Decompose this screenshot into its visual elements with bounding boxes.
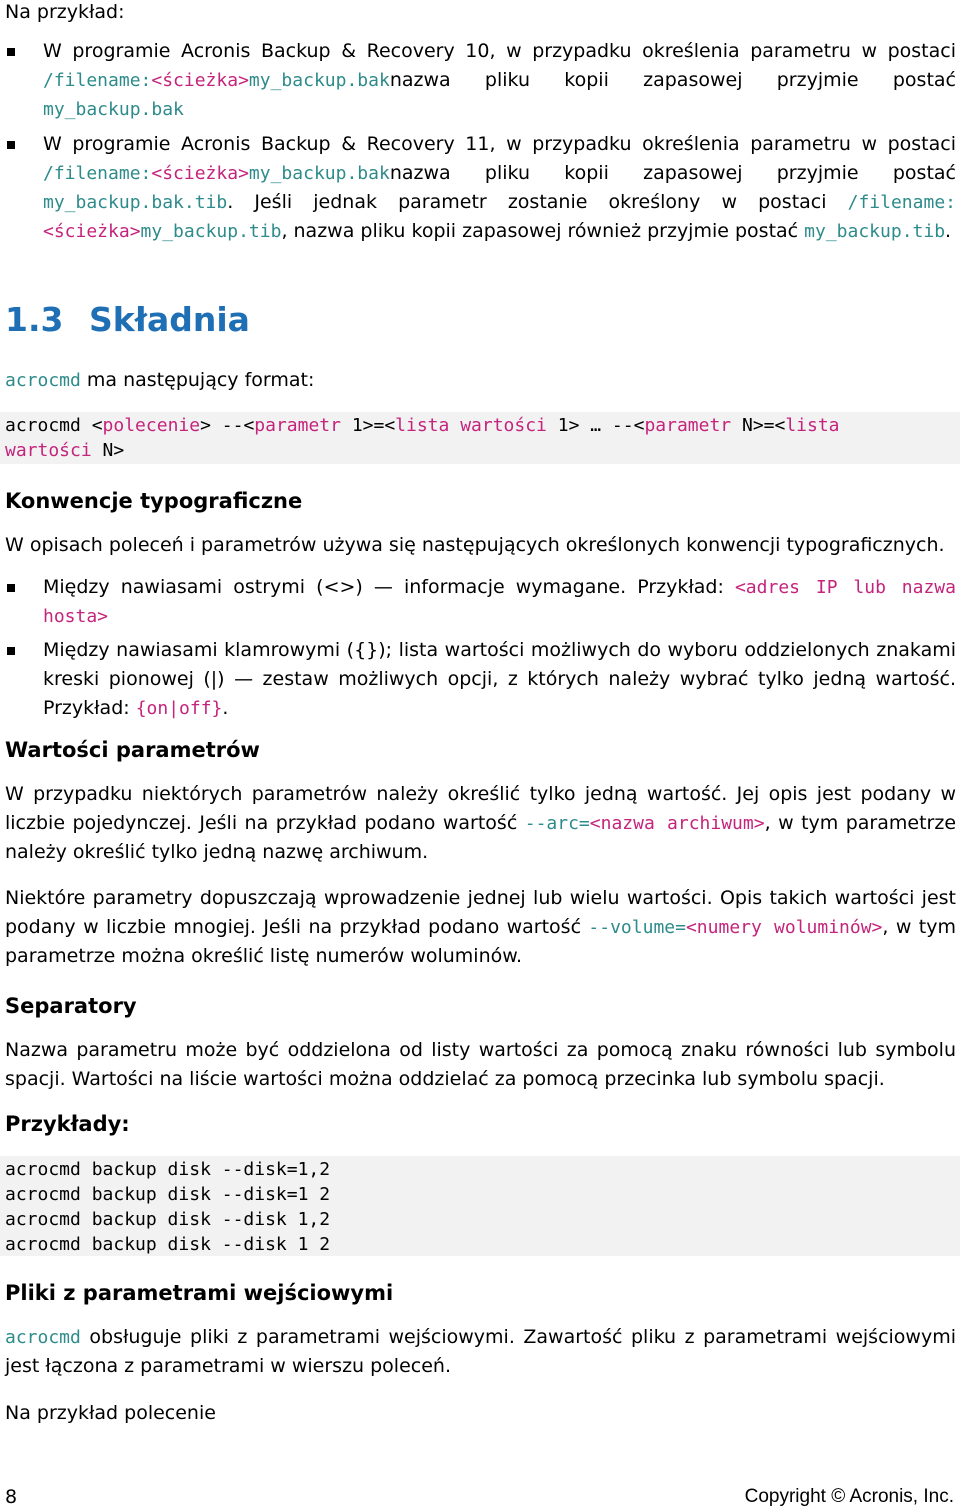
page-number: 8 (5, 1486, 18, 1508)
wartosci-paragraph-2: Niektóre parametry dopuszczają wprowadzenie jednej lub wielu wartości. Opis takich wartości jest podany w liczbie mnogiej. Jeśli na przykład podano wartość --volume=<numery woluminów>, w tym parametrze można określić listę numerów woluminów. (5, 887, 956, 967)
przyklady-heading: Przykłady: (5, 1112, 130, 1136)
list-item: Między nawiasami ostrymi (<>) — informacje wymagane. Przykład: <adres IP lub nazwa hosta> (5, 573, 956, 631)
separatory-paragraph: Nazwa parametru może być oddzielona od listy wartości za pomocą znaku równości lub symbolu spacji. Wartości na liście wartości można oddzielać za pomocą przecinka lub symbolu spacji. (5, 1039, 956, 1090)
wartosci-heading: Wartości parametrów (5, 738, 260, 762)
pliki-example-intro: Na przykład polecenie (5, 1402, 216, 1424)
separatory-heading: Separatory (5, 994, 137, 1018)
section-number: 1.3 (5, 300, 64, 339)
filename-examples-list (5, 37, 956, 246)
konwencje-heading: Konwencje typograficzne (5, 489, 303, 513)
list-item: W programie Acronis Backup & Recovery 10, w przypadku określenia parametru w postaci /filename:<ścieżka>my_backup.baknazwa pliku kopii zapasowej przyjmie postać my_backup.bak (5, 37, 956, 124)
code-line: acrocmd backup disk --disk 1 2 (5, 1234, 331, 1255)
konwencje-intro: W opisach poleceń i parametrów używa się następujących określonych konwencji typograficznych. (5, 534, 945, 556)
section-heading (5, 300, 250, 339)
format-intro: acrocmd ma następujący format: (5, 369, 315, 391)
syntax-code-block: acrocmd <polecenie> --<parametr 1>=<lista wartości 1> … --<parametr N>=<lista wartości N> (0, 412, 960, 464)
pliki-paragraph: acrocmd obsługuje pliki z parametrami wejściowymi. Zawartość pliku z parametrami wejściowymi jest łączona z parametrami w wierszu poleceń. (5, 1326, 956, 1377)
list-item: Między nawiasami klamrowymi ({}); lista wartości możliwych do wyboru oddzielonych znakami kreski pionowej (|) — zestaw możliwych opcji, z których należy wybrać tylko jedną wartość. Przykład: {on|off}. (5, 636, 956, 723)
code-line: acrocmd backup disk --disk=1,2 (5, 1159, 331, 1180)
list-item: W programie Acronis Backup & Recovery 11, w przypadku określenia parametru w postaci /filename:<ścieżka>my_backup.baknazwa pliku kopii zapasowej przyjmie postać my_backup.bak.tib. Jeśli jednak parametr zostanie określony w postaci /filename:<ścieżka>my_backup.tib, nazwa pliku kopii zapasowej również przyjmie postać my_backup.tib. (5, 130, 956, 246)
intro-text: Na przykład: (5, 1, 125, 23)
code-line: acrocmd backup disk --disk=1 2 (5, 1184, 331, 1205)
pliki-heading: Pliki z parametrami wejściowymi (5, 1281, 394, 1305)
konwencje-list (5, 573, 956, 723)
copyright-text: Copyright © Acronis, Inc. (744, 1486, 954, 1507)
wartosci-paragraph-1: W przypadku niektórych parametrów należy określić tylko jedną wartość. Jej opis jest podany w liczbie pojedynczej. Jeśli na przykład podano wartość --arc=<nazwa archiwum>, w tym parametrze należy określić tylko jedną nazwę archiwum. (5, 783, 957, 863)
examples-code-block (0, 1156, 960, 1256)
code-line: acrocmd backup disk --disk 1,2 (5, 1209, 331, 1230)
section-title: Składnia (89, 300, 250, 339)
